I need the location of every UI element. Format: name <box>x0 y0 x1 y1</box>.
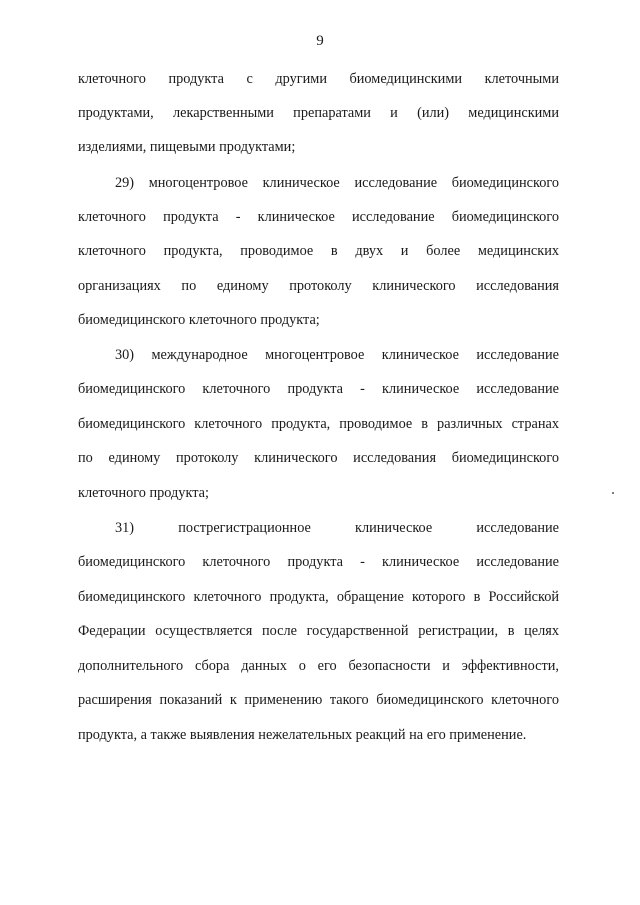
text-line: изделиями, пищевыми продуктами; <box>78 139 296 155</box>
text-line: 29) многоцентровое клиническое исследование биомедицинского <box>115 175 559 191</box>
text-line: дополнительного сбора данных о его безопасности и эффективности, <box>78 658 559 674</box>
page-number: 9 <box>316 33 324 49</box>
text-line: биомедицинского клеточного продукта, обращение которого в Российской <box>78 589 559 605</box>
text-line: организациях по единому протоколу клинического исследования <box>78 278 559 294</box>
text-line: 31) пострегистрационное клиническое исследование <box>115 520 559 536</box>
text-line: биомедицинского клеточного продукта - клиническое исследование <box>78 554 559 570</box>
text-line: 30) международное многоцентровое клиническое исследование <box>115 347 559 363</box>
text-line: клеточного продукта с другими биомедицинскими клеточными <box>78 71 559 87</box>
text-line: продукта, а также выявления нежелательных реакций на его применение. <box>78 727 527 743</box>
text-line: клеточного продукта; <box>78 485 209 501</box>
text-line: по единому протоколу клинического исследования биомедицинского <box>78 450 559 466</box>
text-line: клеточного продукта - клиническое исследование биомедицинского <box>78 209 559 225</box>
text-line: расширения показаний к применению такого биомедицинского клеточного <box>78 692 559 708</box>
text-line: биомедицинского клеточного продукта, проводимое в различных странах <box>78 416 559 432</box>
scan-speck <box>612 492 614 494</box>
text-line: клеточного продукта, проводимое в двух и более медицинских <box>78 243 559 259</box>
text-line: биомедицинского клеточного продукта - клиническое исследование <box>78 381 559 397</box>
text-line: продуктами, лекарственными препаратами и (или) медицинскими <box>78 105 559 121</box>
text-line: Федерации осуществляется после государственной регистрации, в целях <box>78 623 559 639</box>
text-line: биомедицинского клеточного продукта; <box>78 312 320 328</box>
